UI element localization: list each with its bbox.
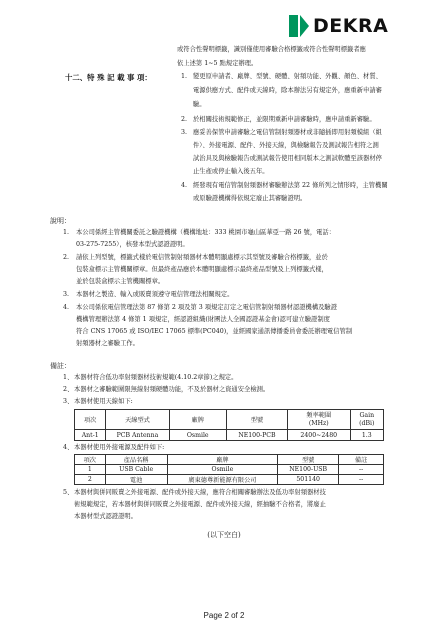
notes-item-3-num: 3. [63,291,70,298]
notes-item-1-line-2: 03-275-7255），核發本型式認證證明。 [76,241,189,248]
antenna-cell-brand: Osmile [169,430,226,441]
notes-title: 說明： [50,217,71,225]
section12-item-4-line-1: 經發現有電信管制射頻器材審驗辦法第 22 條所列之情形時，主管機關 [193,182,388,189]
antenna-cell-index: Ant-1 [75,430,106,441]
antenna-col-freq: 頻率範圍 (MHz) [288,410,351,430]
remarks-item-2-num: 2、 [63,386,74,393]
power-cell-index: 2 [75,475,106,485]
section12-intro-line-1: 或符合性聲明標籤，識別僅使用審驗合格標籤或符合性聲明標籤者應 [177,46,366,53]
remarks-item-2-text: 本器材之審驗範圍限無線射頻硬體功能，不及於器材之資通安全檢測。 [74,386,270,393]
dekra-logo-icon [289,15,309,37]
antenna-col-gain: Gain (dBi) [350,410,383,430]
notes-item-2-line-1: 請依上列型號，標籤式樣於電信管制射頻器材本體明顯處標示其型號及審驗合格標籤，並於 [76,254,328,261]
remarks-item-4-num: 4、 [63,444,74,451]
blank-below-note: (以下空白) [207,531,241,539]
notes-item-4-line-4: 射頻器材之審驗工作。 [76,340,139,347]
section12-item-1-line-1: 變更原申請者、廠牌、型號、硬體、射頻功能、外觀、顏色、材質、 [193,73,382,80]
section12-item-1-num: 1. [181,73,188,80]
notes-item-4-line-3: 符合 CNS 17065 或 ISO/IEC 17065 標準(PC040)，並經國家通訊傳播委員會委託辦理電信管制 [76,328,353,335]
section12-item-3-line-4: 止生產或停止輸入後五年。 [193,168,269,175]
antenna-cell-gain: 1.3 [350,430,383,441]
power-table-header-row [75,455,384,465]
power-col-brand: 廠牌 [167,455,278,465]
section12-item-4-num: 4. [181,182,188,189]
section12-item-3-line-1: 應妥善保管申請審驗之電信管制射頻器材或非隨插即用射頻模組（組 [193,129,382,136]
power-col-index: 項次 [75,455,106,465]
section12-intro-line-2: 依上述第 1~5 點規定辦理。 [177,60,258,67]
remarks-item-3-num: 3、 [63,398,74,405]
remarks-title: 備註： [50,362,71,370]
power-cell-model: 501140 [278,475,339,485]
notes-item-4-line-1: 本公司係依電信管理法第 87 條第 2 項及第 3 項規定訂定之電信管制射頻器材認證機構及驗證 [76,304,338,311]
power-accessory-table [74,454,384,485]
table-row [75,430,384,441]
section12-item-2-line-1: 於相關技術規範修正，並限期重新申請審驗時，應申請重新審驗。 [193,116,376,123]
power-cell-brand: 廣東德尊新能源有限公司 [167,475,278,485]
power-cell-index: 1 [75,465,106,475]
antenna-col-brand: 廠牌 [169,410,226,430]
antenna-table [74,409,384,441]
antenna-table-header-row [75,410,384,430]
power-cell-product: USB Cable [105,465,167,475]
antenna-cell-type: PCB Antenna [106,430,169,441]
power-cell-remark: -- [339,465,384,475]
power-cell-brand: Osmile [167,465,278,475]
notes-item-2-line-2: 包裝盒標示主管機關標章。但最終產品應於本體明顯處標示最終產品型號及上列標籤式樣， [76,266,328,273]
section12-item-4-line-2: 或原驗證機構得依規定廢止其審驗證明。 [193,195,307,202]
table-row [75,465,384,475]
antenna-cell-model: NE100-PCB [226,430,287,441]
power-col-remark: 備註 [339,455,384,465]
section12-item-3-num: 3. [181,129,188,136]
power-col-model: 型號 [278,455,339,465]
remarks-item-5-line-1: 本器材與併同販賣之外接電源、配件或外接天線，應符合相關審驗辦法及低功率射頻器材技 [74,489,326,496]
table-row [75,475,384,485]
notes-item-3-line-1: 本器材之製造、輸入或販賣須遵守電信管理法相關規定。 [76,291,234,298]
remarks-item-5-line-2: 術規範規定，若本器材與併同販賣之外接電源、配件或外接天線，經抽驗不合格者，將廢止 [74,501,326,508]
notes-item-1-num: 1. [63,229,70,236]
dekra-logo [289,14,388,38]
power-cell-model: NE100-USB [278,465,339,475]
antenna-col-index: 項次 [75,410,106,430]
remarks-item-5-line-3: 本器材型式認證證明。 [74,513,137,520]
remarks-item-5-num: 5、 [63,489,74,496]
section12-item-1-line-2: 電源供應方式、配件或天線時，除本辦法另有規定外，應重新申請審 [193,87,382,94]
section12-item-2-num: 2. [181,116,188,123]
remarks-item-3-text: 本器材使用天線如下: [74,398,133,405]
notes-item-2-line-3: 並於包裝盒標示主管機關標章。 [76,278,165,285]
section12-item-1-line-3: 驗。 [193,101,206,108]
antenna-cell-freq: 2400~2480 [288,430,351,441]
antenna-col-model: 型號 [226,410,287,430]
notes-item-4-num: 4. [63,304,70,311]
remarks-item-4-text: 本器材使用外接電源及配件如下: [74,444,165,451]
logo-text: DEKRA [313,15,389,37]
power-cell-product: 電池 [105,475,167,485]
power-col-product: 產品名稱 [105,455,167,465]
section12-title: 十二、特 殊 記 載 事 項： [65,73,152,82]
antenna-col-type: 天線型式 [106,410,169,430]
remarks-item-1-text: 本器材符合低功率射頻器材技術規範(4.10.2章節)之規定。 [74,374,238,381]
remarks-item-1-num: 1、 [63,374,74,381]
section12-item-3-line-3: 試治具及與檢驗報告或測試報告使用相同版本之測試軟體至該器材停 [193,155,382,162]
power-cell-remark: -- [339,475,384,485]
notes-item-2-num: 2. [63,254,70,261]
notes-item-4-line-2: 機構管理辦法第 4 條第 1 項規定，經認證組織(財團法人全國認證基金會)認可建立驗證制度 [76,316,330,323]
notes-item-1-line-1: 本公司係經主管機關委託之驗證機構（機構地址：333 桃園市龜山區華亞一路 26 號，電話： [76,229,336,236]
page-footer: Page 2 of 2 [203,611,245,620]
section12-item-3-line-2: 件）、外接電源、配件、外接天線，與檢驗報告及測試報告相符之測 [193,142,379,149]
